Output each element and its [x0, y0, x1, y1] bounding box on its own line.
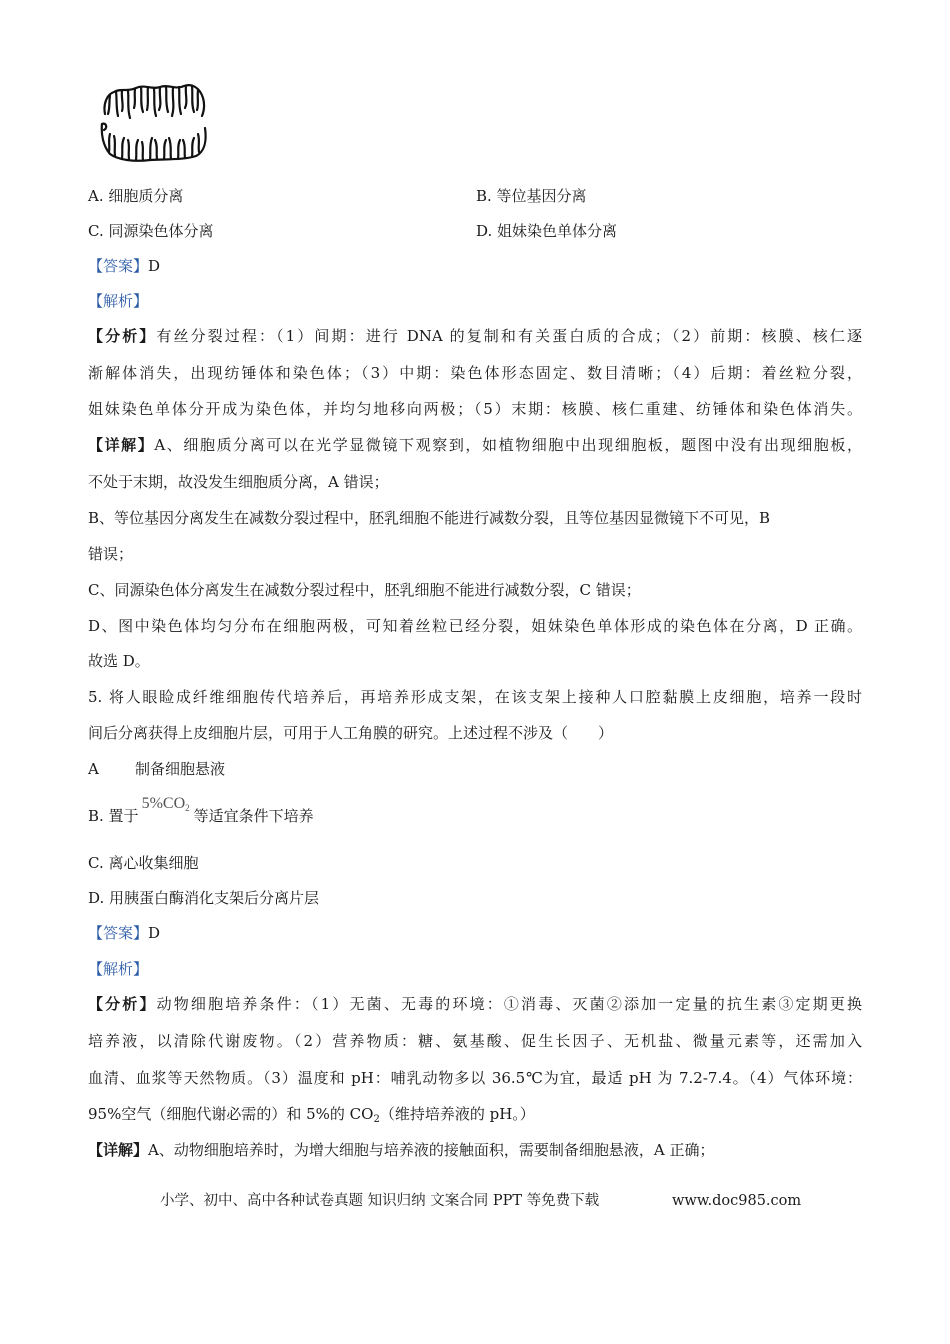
- q5-answer-row: [88, 922, 160, 944]
- answer-tag: 【答案】: [88, 257, 149, 275]
- q4-detail-line: B、等位基因分离发生在减数分裂过程中，胚乳细胞不能进行减数分裂，且等位基因显微镜下不可见，B: [88, 509, 771, 527]
- q5-analysis-line: 血清、血浆等天然物质。（3）温度和 pH：哺乳动物多以 36.5℃为宜，最适 pH 为 7.2-7.4。（4）气体环境：: [88, 1069, 862, 1087]
- q4-analysis-line: 渐解体消失，出现纺锤体和染色体；（3）中期：染色体形态固定、数目清晰；（4）后期：着丝粒分裂，: [88, 364, 862, 382]
- analysis-text: 动物细胞培养条件：（1）无菌、无毒的环境：①消毒、灭菌②添加一定量的抗生素③定期更换: [156, 995, 862, 1013]
- jiexi-tag: 【解析】: [88, 292, 149, 310]
- q4-detail-line: [88, 434, 862, 456]
- q4-detail-line: 不处于末期，故没发生细胞质分离，A 错误；: [88, 473, 389, 491]
- co2-formula: [142, 795, 190, 812]
- analysis-last-prefix: 95%空气（细胞代谢必需的）和 5%的 CO: [88, 1105, 374, 1123]
- option-b-suffix: 等适宜条件下培养: [193, 807, 314, 825]
- option-a-text: 制备细胞悬液: [135, 760, 226, 778]
- option-a-label: A: [88, 760, 99, 778]
- q5-stem-line: 5. 将人眼睑成纤维细胞传代培养后，再培养形成支架，在该支架上接种人口腔黏膜上皮细胞，培养一段时: [88, 688, 862, 706]
- q4-detail-line: D、图中染色体均匀分布在细胞两极，可知着丝粒已经分裂，姐妹染色单体形成的染色体在分离，D 正确。: [88, 617, 862, 635]
- answer-value: D: [148, 257, 161, 275]
- q5-jiexi-heading: [88, 958, 148, 980]
- q4-option-c: C. 同源染色体分离: [88, 222, 214, 240]
- detail-tag: 【详解】: [88, 436, 155, 454]
- analysis-text: 有丝分裂过程：（1）间期：进行 DNA 的复制和有关蛋白质的合成；（2）前期：核膜、核仁逐: [156, 327, 862, 345]
- detail-tag: 【详解】: [88, 1141, 149, 1159]
- answer-tag: 【答案】: [88, 924, 149, 942]
- q5-option-d: D. 用胰蛋白酶消化支架后分离片层: [88, 889, 320, 907]
- q4-conclusion: 故选 D。: [88, 652, 150, 670]
- q4-option-d: D. 姐妹染色单体分离: [476, 222, 618, 240]
- upper-pole-chromosomes: [104, 85, 204, 118]
- analysis-last-suffix: （维持培养液的 pH。）: [379, 1105, 535, 1123]
- detail-text: A、细胞质分离可以在光学显微镜下观察到，如植物细胞中出现细胞板，题图中没有出现细胞板，: [154, 436, 862, 454]
- q4-analysis-line: [88, 325, 862, 347]
- lower-pole-chromosomes: [102, 124, 206, 161]
- q5-analysis-line: 培养液，以清除代谢废物。（2）营养物质：糖、氨基酸、促生长因子、无机盐、微量元素等，还需加入: [88, 1032, 862, 1050]
- answer-value: D: [148, 924, 161, 942]
- q4-detail-line: 错误；: [88, 545, 134, 563]
- q4-jiexi-heading: [88, 290, 148, 312]
- q4-detail-line: C、同源染色体分离发生在减数分裂过程中，胚乳细胞不能进行减数分裂，C 错误；: [88, 581, 641, 599]
- footer-slogan: 小学、初中、高中各种试卷真题 知识归纳 文案合同 PPT 等免费下载: [160, 1193, 600, 1209]
- footer-website: www.doc985.com: [672, 1193, 802, 1209]
- chromosome-sketch-figure: [98, 78, 214, 168]
- q5-option-b: [88, 795, 314, 827]
- detail-text: A、动物细胞培养时，为增大细胞与培养液的接触面积，需要制备细胞悬液，A 正确；: [148, 1141, 715, 1159]
- co2-subscript: 2: [373, 1114, 380, 1125]
- q4-analysis-line: 姐妹染色单体分开成为染色体，并均匀地移向两极；（5）末期：核膜、核仁重建、纺锤体和染色体消失。: [88, 400, 862, 418]
- formula-text: 5%CO: [141, 795, 186, 812]
- q4-answer-row: [88, 255, 160, 277]
- q4-option-a: A. 细胞质分离: [88, 187, 184, 205]
- analysis-tag: 【分析】: [88, 995, 157, 1013]
- q5-stem-line: 间后分离获得上皮细胞片层，可用于人工角膜的研究。上述过程不涉及（ ）: [88, 724, 614, 742]
- formula-subscript: 2: [185, 803, 190, 813]
- analysis-tag: 【分析】: [88, 327, 157, 345]
- q4-option-b: B. 等位基因分离: [476, 187, 587, 205]
- q5-analysis-line: [88, 1103, 535, 1125]
- q5-option-c: C. 离心收集细胞: [88, 854, 199, 872]
- q5-option-a: [88, 758, 225, 780]
- q5-detail-line: [88, 1139, 714, 1161]
- option-b-prefix: B. 置于: [88, 807, 139, 825]
- jiexi-tag: 【解析】: [88, 960, 149, 978]
- q5-analysis-line: [88, 993, 862, 1015]
